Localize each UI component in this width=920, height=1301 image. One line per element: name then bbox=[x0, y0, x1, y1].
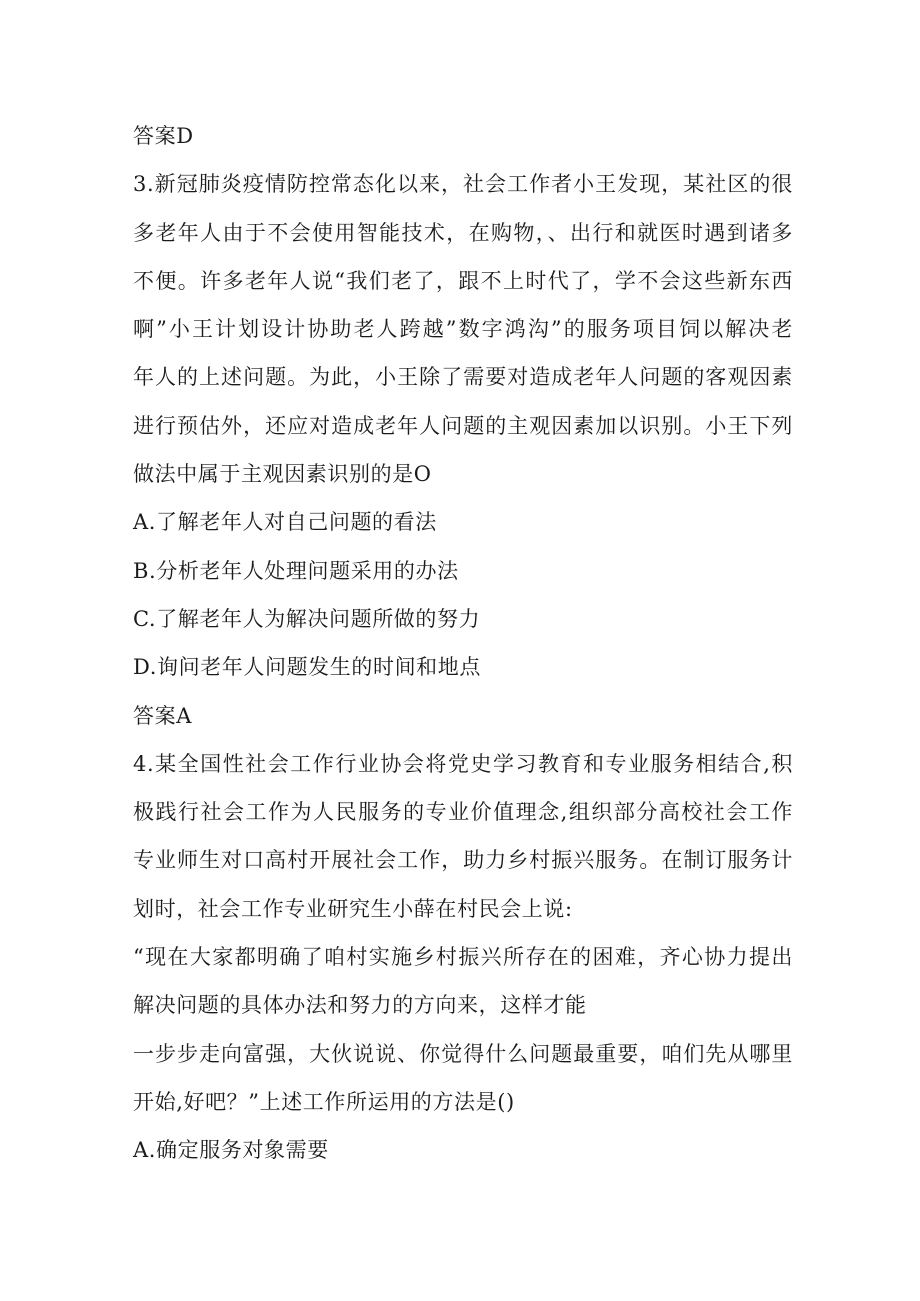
question-3-line: 年人的上述问题。为此，小王除了需要对造成老年人问题的客观因素 bbox=[133, 365, 793, 390]
question-3-line: 啊”小王计划设计协助老人跨越”数字鸿沟”的服务项目饲以解决老 bbox=[133, 317, 793, 342]
question-3-line: 多老年人由于不会使用智能技术，在购物，、出行和就医时遇到诸多 bbox=[133, 220, 793, 245]
question-3-option-a: A.了解老年人对自己问题的看法 bbox=[133, 510, 437, 535]
question-3-answer: 答案A bbox=[133, 703, 192, 728]
question-4-line: 划时，社会工作专业研究生小薛在村民会上说: bbox=[133, 896, 573, 921]
question-4-line: “现在大家都明确了咱村实施乡村振兴所存在的困难，齐心协力提出 bbox=[133, 945, 793, 970]
question-4-line: 专业师生对口高村开展社会工作，助力乡村振兴服务。在制订服务计 bbox=[133, 848, 793, 873]
question-4-line: 极践行社会工作为人民服务的专业价值理念,组织部分高校社会工作 bbox=[133, 800, 793, 825]
question-3-option-c: C.了解老年人为解决问题所做的努力 bbox=[133, 606, 481, 631]
question-4-line: 4.某全国性社会工作行业协会将党史学习教育和专业服务相结合,积 bbox=[133, 751, 793, 776]
question-4-line: 解决问题的具体办法和努力的方向来，这样才能 bbox=[133, 993, 587, 1018]
question-4-line: 开始,好吧？”上述工作所运用的方法是() bbox=[133, 1089, 515, 1114]
question-3-line: 进行预估外，还应对造成老年人问题的主观因素加以识别。小王下列 bbox=[133, 413, 793, 438]
question-3 bbox=[133, 160, 793, 740]
question-3-line: 做法中属于主观因素识别的是O bbox=[133, 462, 432, 487]
question-4-option-a: A.确定服务对象需要 bbox=[133, 1138, 329, 1163]
question-4 bbox=[133, 740, 793, 1175]
question-3-option-b: B.分析老年人处理问题采用的办法 bbox=[133, 558, 459, 583]
previous-answer: 答案D bbox=[133, 124, 194, 148]
question-3-option-d: D.询问老年人问题发生的时间和地点 bbox=[133, 655, 481, 680]
question-4-line: 一步步走向富强，大伙说说、你觉得什么问题最重要，咱们先从哪里 bbox=[133, 1041, 793, 1066]
question-3-line: 3.新冠肺炎疫情防控常态化以来，社会工作者小王发现，某社区的很 bbox=[133, 172, 793, 197]
question-3-line: 不便。许多老年人说“我们老了，跟不上时代了，学不会这些新东西 bbox=[133, 268, 793, 293]
document-page bbox=[133, 112, 793, 1175]
